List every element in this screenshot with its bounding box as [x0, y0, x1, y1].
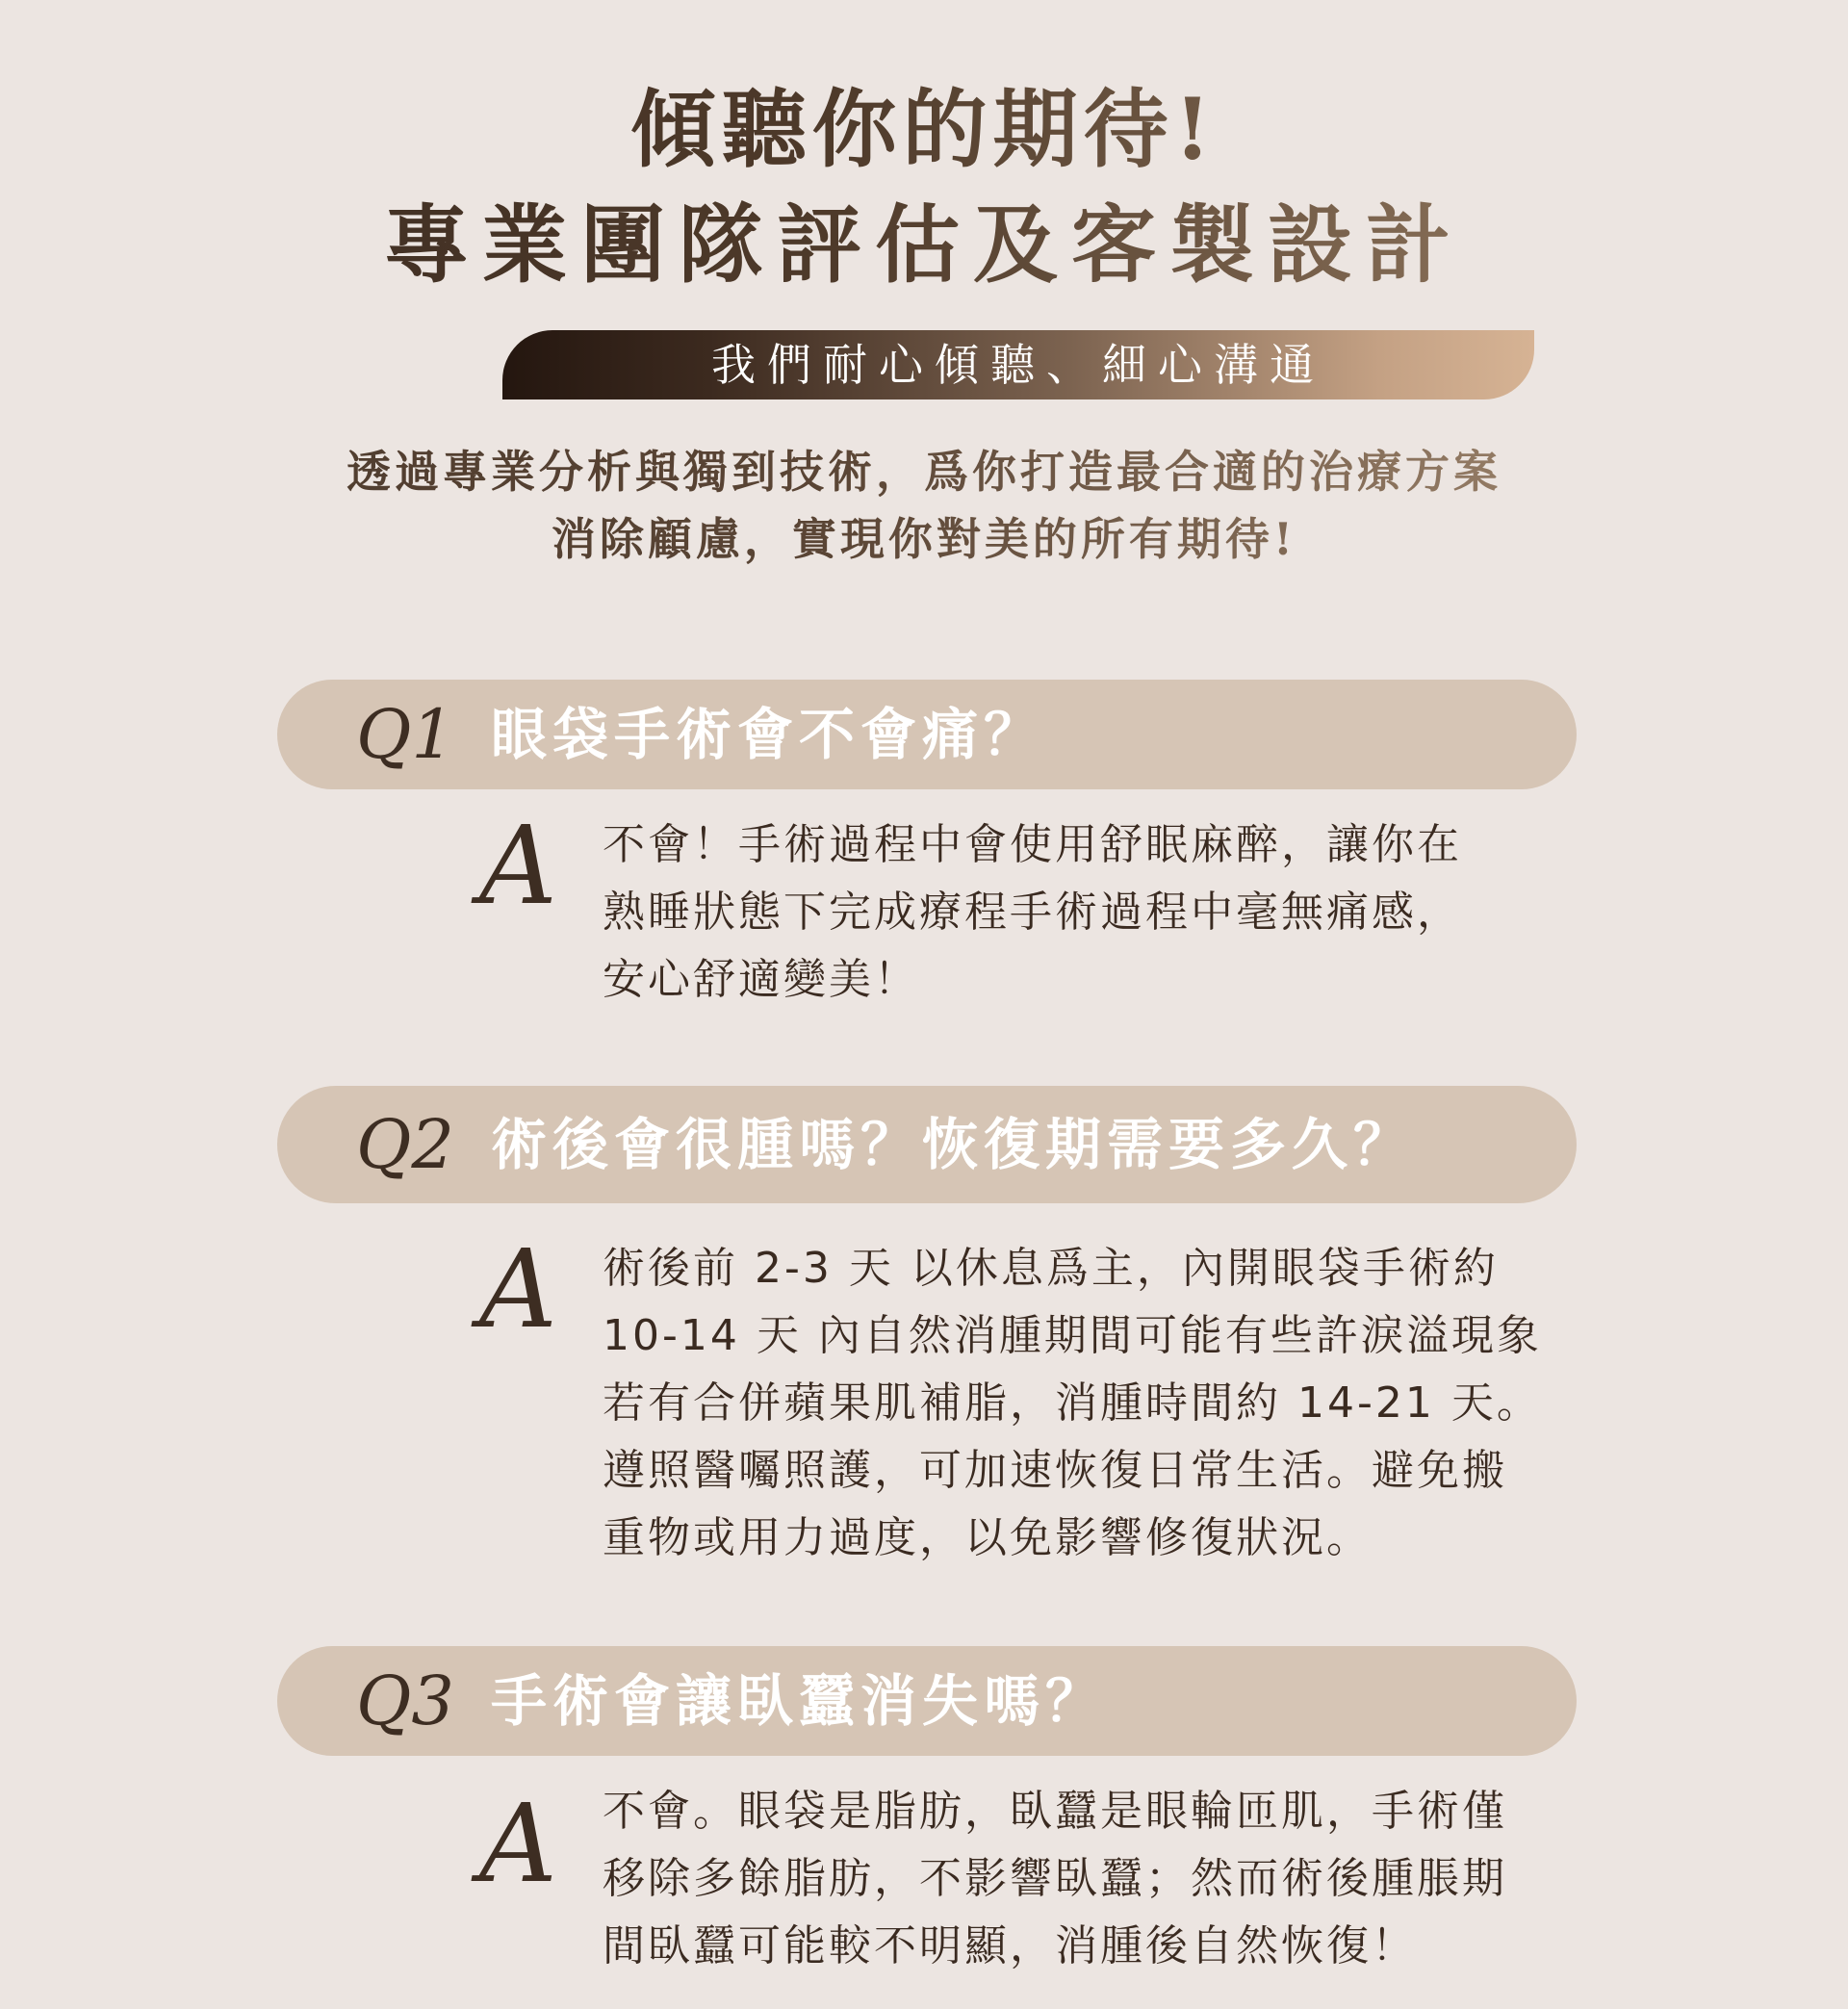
page-title-line-1: 傾聽你的期待!	[0, 81, 1848, 177]
answer-line: 10-14 天 內自然消腫期間可能有些許淚溢現象	[603, 1311, 1542, 1360]
answer-text-2	[603, 1235, 1542, 1572]
answer-line: 術後前 2-3 天 以休息爲主，內開眼袋手術約	[603, 1244, 1499, 1293]
question-pill-2	[277, 1086, 1577, 1203]
page-title-line-2: 專業團隊評估及客製設計	[0, 196, 1848, 293]
question-pill-1	[277, 680, 1577, 789]
question-text-1: 眼袋手術會不會痛？	[491, 702, 1046, 767]
tagline-banner	[502, 330, 1534, 399]
question-number-3: Q3	[356, 1661, 454, 1740]
answer-letter-1: A	[479, 804, 557, 929]
answer-line: 安心舒適變美！	[603, 955, 919, 1004]
subtitle-line-2: 消除顧慮，實現你對美的所有期待!	[0, 510, 1848, 568]
answer-line: 若有合併蘋果肌補脂，消腫時間約 14-21 天。	[603, 1378, 1542, 1428]
question-text-3: 手術會讓臥蠶消失嗎？	[491, 1668, 1108, 1734]
answer-line: 不會。眼袋是脂肪，臥蠶是眼輪匝肌，手術僅	[603, 1787, 1507, 1836]
answer-line: 間臥蠶可能較不明顯，消腫後自然恢復！	[603, 1921, 1417, 1970]
answer-line: 熟睡狀態下完成療程手術過程中毫無痛感，	[603, 888, 1462, 937]
tagline-banner-text: 我們耐心傾聽、細心溝通	[711, 339, 1325, 391]
subtitle-line-1: 透過專業分析與獨到技術，爲你打造最合適的治療方案	[0, 443, 1848, 501]
answer-line: 重物或用力過度，以免影響修復狀況。	[603, 1513, 1372, 1562]
answer-line: 移除多餘脂肪，不影響臥蠶；然而術後腫脹期	[603, 1854, 1507, 1903]
answer-line: 遵照醫囑照護，可加速恢復日常生活。避免搬	[603, 1446, 1507, 1495]
answer-text-3	[603, 1778, 1507, 1980]
answer-text-1	[603, 811, 1462, 1014]
answer-letter-2: A	[479, 1227, 557, 1352]
answer-letter-3: A	[479, 1782, 557, 1907]
question-number-1: Q1	[356, 695, 454, 774]
question-number-2: Q2	[356, 1105, 454, 1184]
question-pill-3	[277, 1646, 1577, 1756]
question-text-2: 術後會很腫嗎？恢復期需要多久？	[491, 1112, 1416, 1177]
answer-line: 不會！手術過程中會使用舒眠麻醉，讓你在	[603, 820, 1462, 869]
